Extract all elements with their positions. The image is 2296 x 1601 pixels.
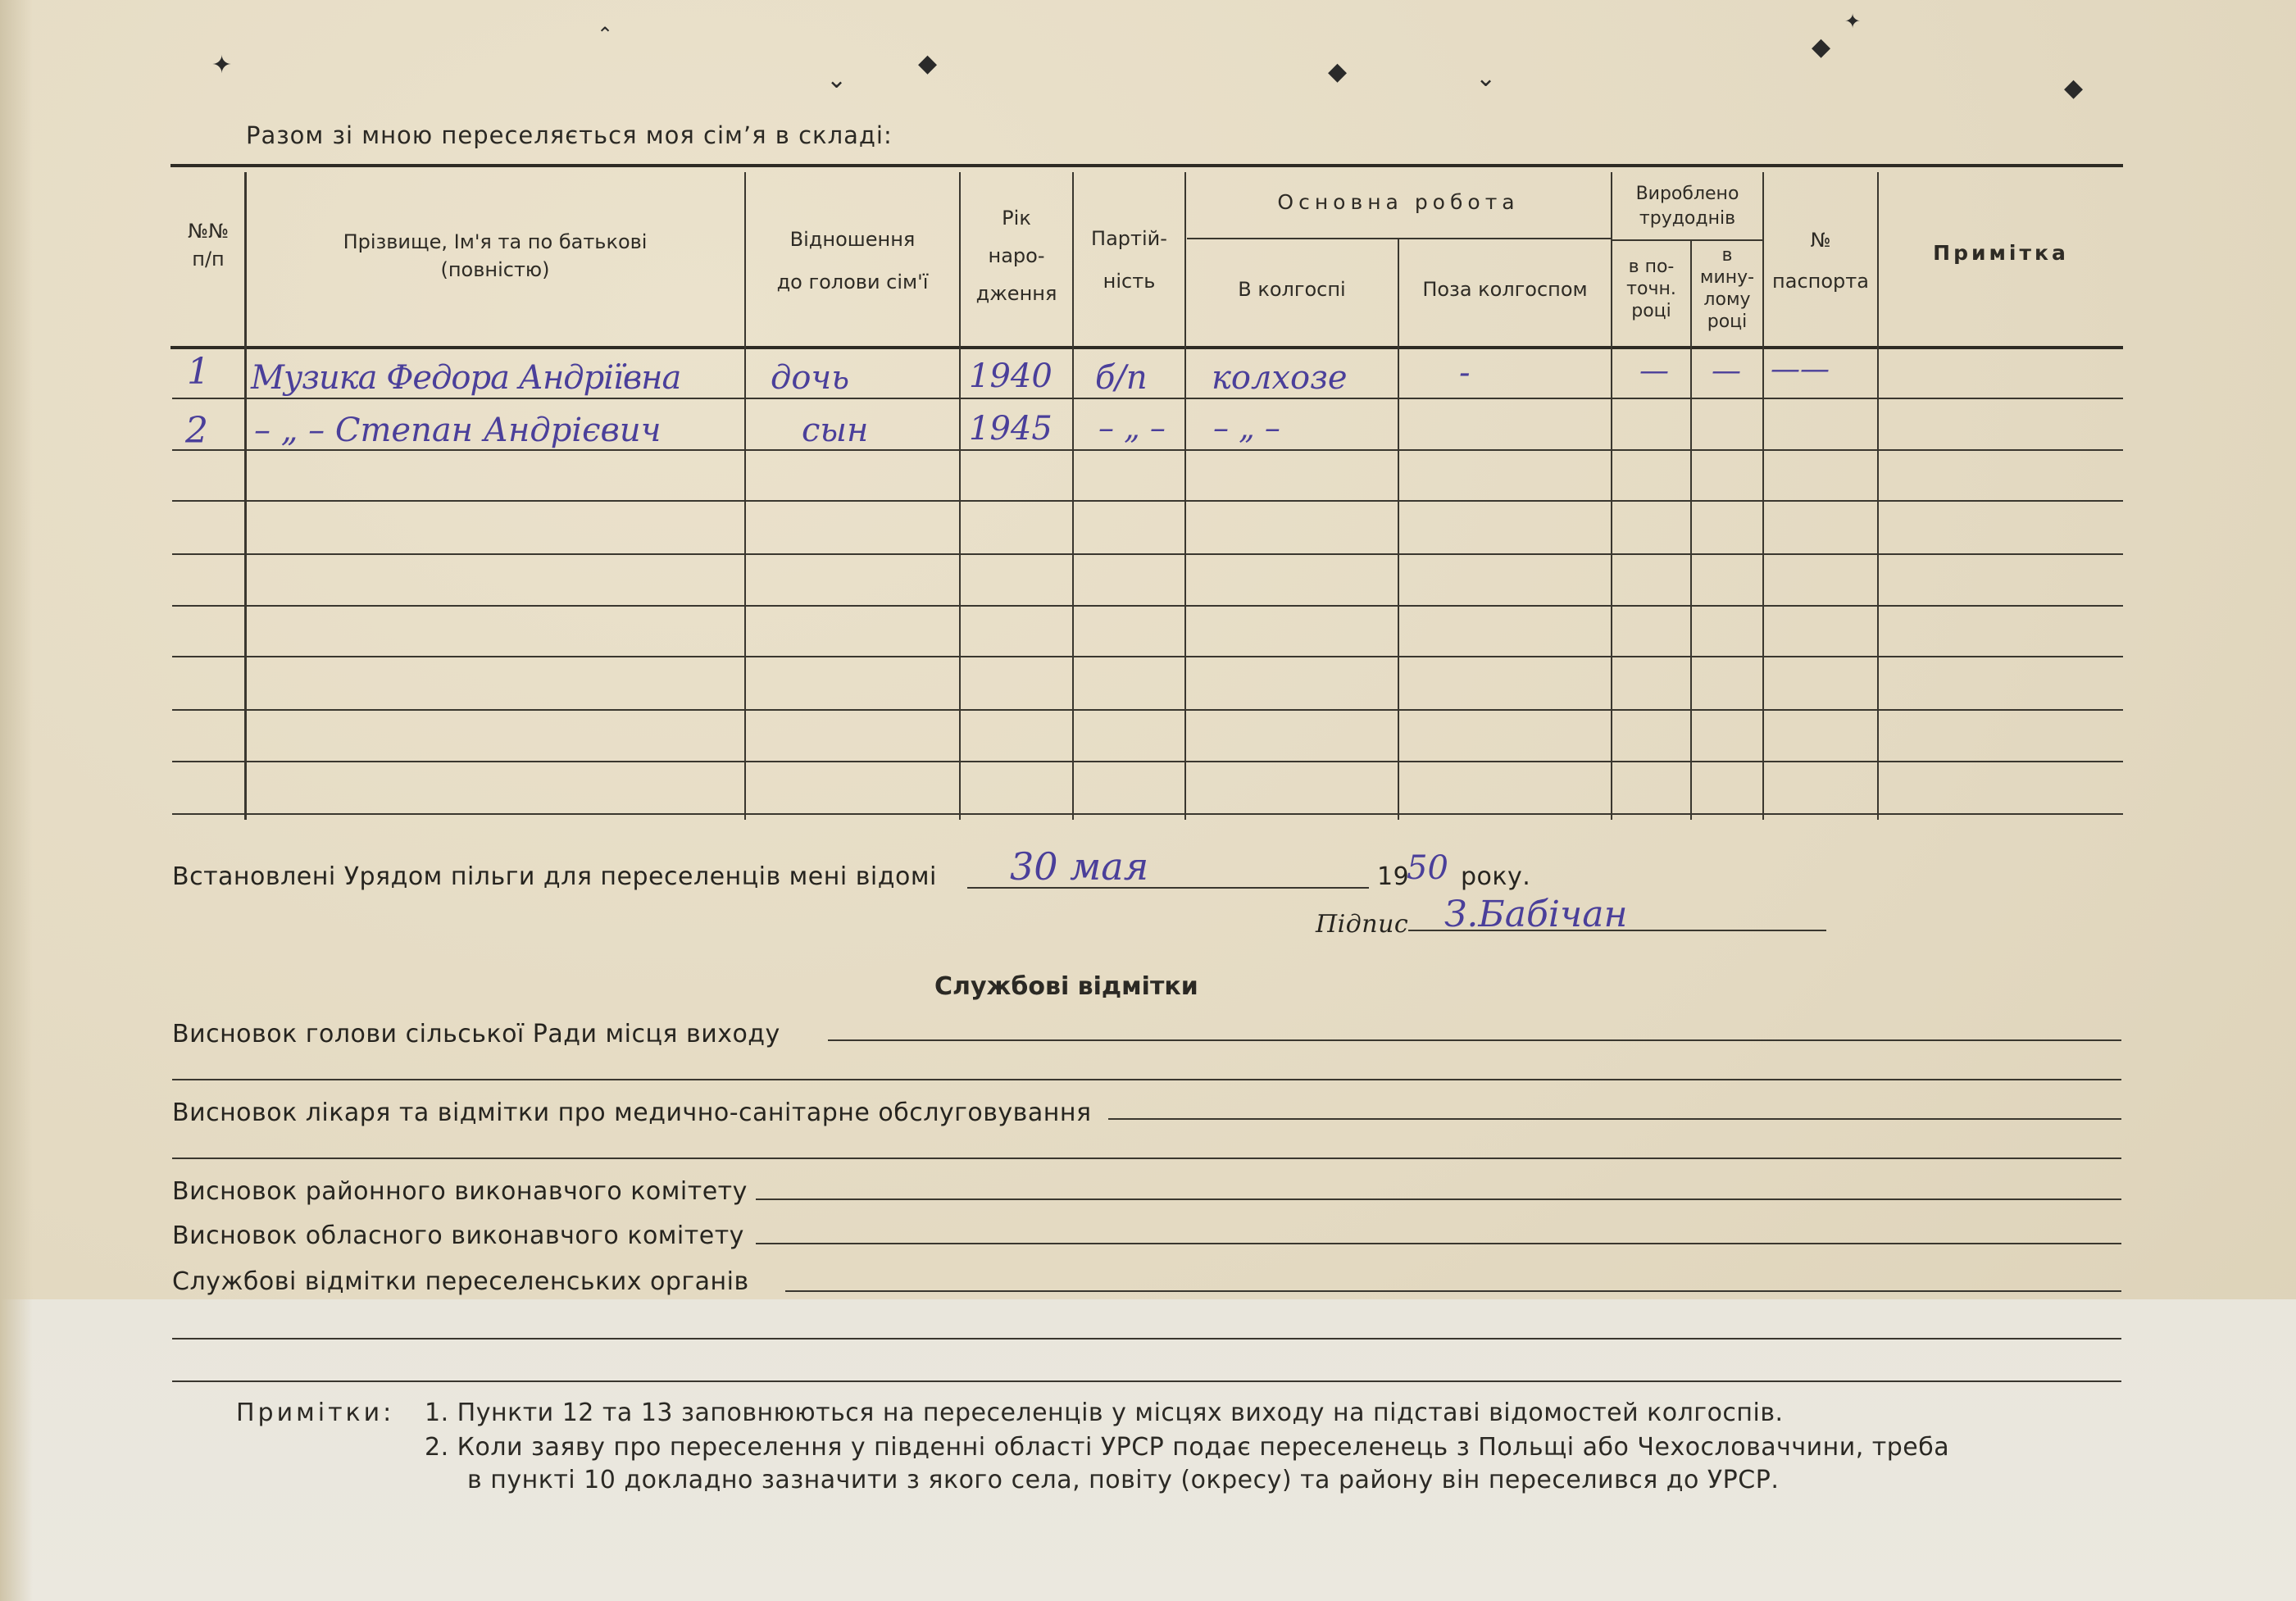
- punch-mark-icon: ⌄: [1475, 64, 1497, 93]
- row-rule: [172, 709, 2123, 711]
- row-rule: [172, 553, 2123, 555]
- th-in-kolkhoz: В колгоспі: [1238, 278, 1346, 301]
- punch-mark-icon: ◆: [918, 49, 938, 78]
- row2-number: 2: [185, 410, 208, 452]
- punch-mark-icon: ✦: [211, 51, 233, 80]
- th-birth-year: Рік наро- дження: [975, 207, 1057, 305]
- benefits-date: 30 мая: [1010, 844, 1149, 889]
- row-rule: [172, 813, 2123, 815]
- table-header-rule: [170, 346, 2123, 349]
- table-top-rule: [170, 164, 2123, 167]
- th-full-name: Прізвище, Ім'я та по батькові (повністю): [343, 230, 648, 281]
- family-caption: Разом зі мною переселяється моя сім’я в складі:: [246, 121, 893, 149]
- resettlement-line-3: [172, 1380, 2121, 1382]
- row-rule: [172, 449, 2123, 451]
- th-outside-kolkhoz: Поза колгоспом: [1422, 278, 1588, 301]
- col-divider: [1398, 239, 1399, 820]
- paper-edge-shadow: [0, 0, 33, 1601]
- row2-relation: сын: [802, 412, 869, 449]
- district-line: [756, 1198, 2121, 1200]
- oblast-label: Висновок обласного виконавчого комітету: [172, 1221, 744, 1250]
- note-2a: 2. Коли заяву про переселення у південні області УРСР подає переселенець з Польщі або Чехословаччини, треба: [425, 1433, 1950, 1462]
- row1-relation: дочь: [771, 359, 850, 397]
- punch-mark-icon: ⌄: [826, 66, 848, 94]
- year-prefix: 19: [1377, 862, 1410, 891]
- row2-party: – „ –: [1098, 410, 1166, 446]
- benefits-label: Встановлені Урядом пільги для переселенців мені відомі: [172, 862, 937, 891]
- oblast-line: [756, 1243, 2121, 1244]
- punch-mark-icon: ◆: [1812, 33, 1831, 61]
- row1-current-year: —: [1639, 354, 1669, 388]
- village-council-label: Висновок голови сільської Ради місця виходу: [172, 1020, 780, 1048]
- note-1: 1. Пункти 12 та 13 заповнюються на переселенців у місцях виходу на підставі відомостей колгоспів.: [425, 1399, 1784, 1427]
- row-rule: [172, 398, 2123, 399]
- district-label: Висновок районного виконавчого комітету: [172, 1177, 748, 1206]
- th-party: Партій- ність: [1091, 227, 1167, 293]
- th-note: Примітка: [1933, 241, 2069, 265]
- resettlement-line-2: [172, 1338, 2121, 1339]
- row-rule: [172, 500, 2123, 502]
- col-divider: [1184, 172, 1186, 820]
- note-2b: в пункті 10 докладно зазначити з якого села, повіту (окресу) та району він переселився до УРСР.: [467, 1466, 1780, 1494]
- th-last-year: в мину- лому році: [1699, 245, 1755, 332]
- village-council-line: [828, 1039, 2121, 1041]
- row-rule: [172, 656, 2123, 657]
- row1-name: Музика Федора Андріївна: [251, 359, 681, 397]
- row2-birth-year: 1945: [969, 410, 1053, 448]
- workdays-subrule: [1611, 239, 1762, 241]
- punch-mark-icon: ◆: [2064, 74, 2084, 102]
- year-suffix: року.: [1461, 862, 1531, 891]
- doctor-line: [1108, 1118, 2121, 1120]
- resettlement-line: [785, 1290, 2121, 1292]
- punch-mark-icon: ✦: [1844, 10, 1862, 33]
- row1-last-year: —: [1712, 354, 1741, 388]
- row1-birth-year: 1940: [969, 357, 1053, 395]
- doctor-line-2: [172, 1158, 2121, 1159]
- th-workdays: Вироблено трудоднів: [1635, 184, 1739, 229]
- signature: З.Бабічан: [1444, 894, 1628, 935]
- th-current-year: в по- точн. році: [1626, 257, 1676, 321]
- doctor-label: Висновок лікаря та відмітки про медично-санітарне обслуговування: [172, 1098, 1092, 1127]
- punch-mark-icon: ⌃: [597, 23, 614, 46]
- row1-passport: ——: [1771, 352, 1830, 386]
- punch-mark-icon: ◆: [1328, 57, 1348, 86]
- th-relation: Відношення до голови сім'ї: [776, 228, 929, 293]
- resettlement-label: Службові відмітки переселенських органів: [172, 1267, 749, 1296]
- year-value: 50: [1407, 849, 1448, 887]
- signature-label: Підпис: [1316, 910, 1409, 939]
- service-title: Службові відмітки: [934, 972, 1198, 1001]
- row1-outside-kolkhoz: -: [1459, 354, 1471, 392]
- th-passport: № паспорта: [1772, 229, 1869, 293]
- village-council-line-2: [172, 1079, 2121, 1080]
- row-rule: [172, 605, 2123, 607]
- row-rule: [172, 761, 2123, 762]
- row1-in-kolkhoz: колхозе: [1212, 359, 1348, 397]
- th-number: №№ п/п: [188, 220, 229, 271]
- th-main-work: Основна робота: [1277, 190, 1520, 214]
- row1-number: 1: [187, 351, 210, 393]
- row1-party: б/п: [1095, 359, 1148, 397]
- row2-in-kolkhoz: – „ –: [1213, 410, 1280, 446]
- row2-name: – „ – Степан Андрієвич: [254, 412, 662, 449]
- col-divider: [1877, 172, 1879, 820]
- notes-heading: Примітки:: [236, 1399, 395, 1427]
